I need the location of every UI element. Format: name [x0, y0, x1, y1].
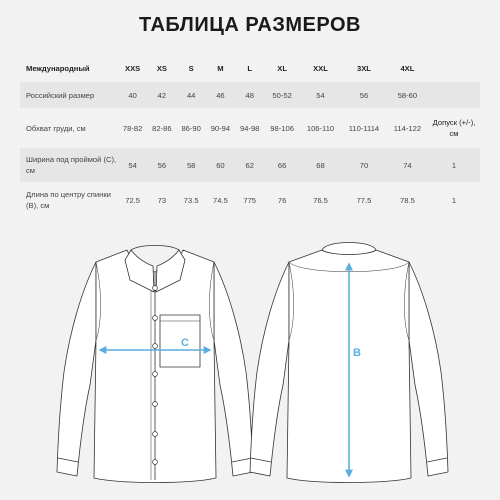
table-cell: 74 [387, 148, 428, 182]
header-size-m: M [206, 54, 235, 82]
header-tolerance [428, 54, 480, 82]
size-table [20, 54, 480, 218]
row-label: Длина по центру спинки (В), см [26, 190, 111, 210]
table-cell: 56 [147, 148, 176, 182]
table-cell: 114-122 [393, 123, 422, 133]
page-title: ТАБЛИЦА РАЗМЕРОВ [139, 14, 361, 36]
table-cell: 76.5 [313, 195, 328, 205]
tolerance-cell [428, 82, 480, 108]
table-cell: 58 [177, 148, 206, 182]
row-label: Российский размер [20, 82, 118, 108]
row-label: Обхват груди, см [26, 123, 86, 133]
button [153, 344, 158, 349]
button [153, 432, 158, 437]
table-cell: 46 [206, 82, 235, 108]
table-cell: 74.5 [213, 195, 228, 205]
table-cell: 72.5 [125, 195, 141, 205]
header-label: Международный [20, 54, 118, 82]
table-cell: 90-94 [210, 123, 231, 133]
table-cell: 94-98 [239, 123, 260, 133]
table-cell: 60 [206, 148, 235, 182]
table-cell: 98-106 [270, 123, 294, 133]
shirt-diagrams [0, 236, 500, 500]
table-cell: 106-110 [306, 123, 335, 133]
table-cell: 68 [300, 148, 341, 182]
table-cell: 44 [177, 82, 206, 108]
button [153, 316, 158, 321]
front-shirt-drawing [57, 246, 253, 483]
table-cell: 62 [235, 148, 264, 182]
header-size-xs: XS [147, 54, 176, 82]
table-cell: 50-52 [264, 82, 300, 108]
table-row [20, 182, 480, 218]
table-cell: 76 [277, 195, 287, 205]
table-cell: 56 [341, 82, 387, 108]
table-header-row [20, 54, 480, 82]
header-size-s: S [177, 54, 206, 82]
table-cell: 54 [300, 82, 341, 108]
front-collar-band [131, 246, 179, 251]
width-measure-label: C [181, 337, 189, 349]
table-cell: 775 [243, 195, 257, 205]
button [153, 372, 158, 377]
back-left-sleeve [250, 262, 289, 476]
table-cell: 78.5 [400, 195, 415, 205]
table-row [20, 108, 480, 148]
table-cell: 110-1114 [348, 123, 380, 133]
length-measure-label: B [353, 347, 361, 359]
table-cell: 77.5 [356, 195, 372, 205]
row-label: Ширина под проймой (С), см [20, 148, 118, 182]
header-size-xxs: XXS [118, 54, 147, 82]
tolerance-cell: 1 [428, 148, 480, 182]
table-cell: 78-82 [122, 123, 143, 133]
button [153, 402, 158, 407]
table-cell: 82-86 [152, 123, 172, 133]
header-size-xl: XL [264, 54, 300, 82]
front-chest-pocket [160, 315, 200, 367]
table-row [20, 82, 480, 108]
back-right-sleeve [409, 262, 448, 476]
table-cell: 86-90 [181, 123, 201, 133]
table-cell: 70 [341, 148, 387, 182]
button [153, 460, 158, 465]
front-right-sleeve [214, 262, 253, 476]
button [153, 286, 158, 291]
tolerance-header-cell: Допуск (+/-), см [432, 118, 476, 138]
table-row [20, 148, 480, 182]
table-cell: 42 [147, 82, 176, 108]
table-cell: 48 [235, 82, 264, 108]
table-cell: 40 [118, 82, 147, 108]
header-size-3xl: 3XL [341, 54, 387, 82]
table-cell: 73.5 [183, 195, 199, 205]
table-cell: 66 [264, 148, 300, 182]
back-collar [322, 243, 376, 255]
header-size-xxl: XXL [300, 54, 341, 82]
table-cell: 54 [118, 148, 147, 182]
header-size-4xl: 4XL [387, 54, 428, 82]
header-size-l: L [235, 54, 264, 82]
table-cell: 73 [157, 195, 167, 205]
front-left-sleeve [57, 262, 96, 476]
tolerance-cell: 1 [451, 195, 457, 205]
table-cell: 58-60 [387, 82, 428, 108]
